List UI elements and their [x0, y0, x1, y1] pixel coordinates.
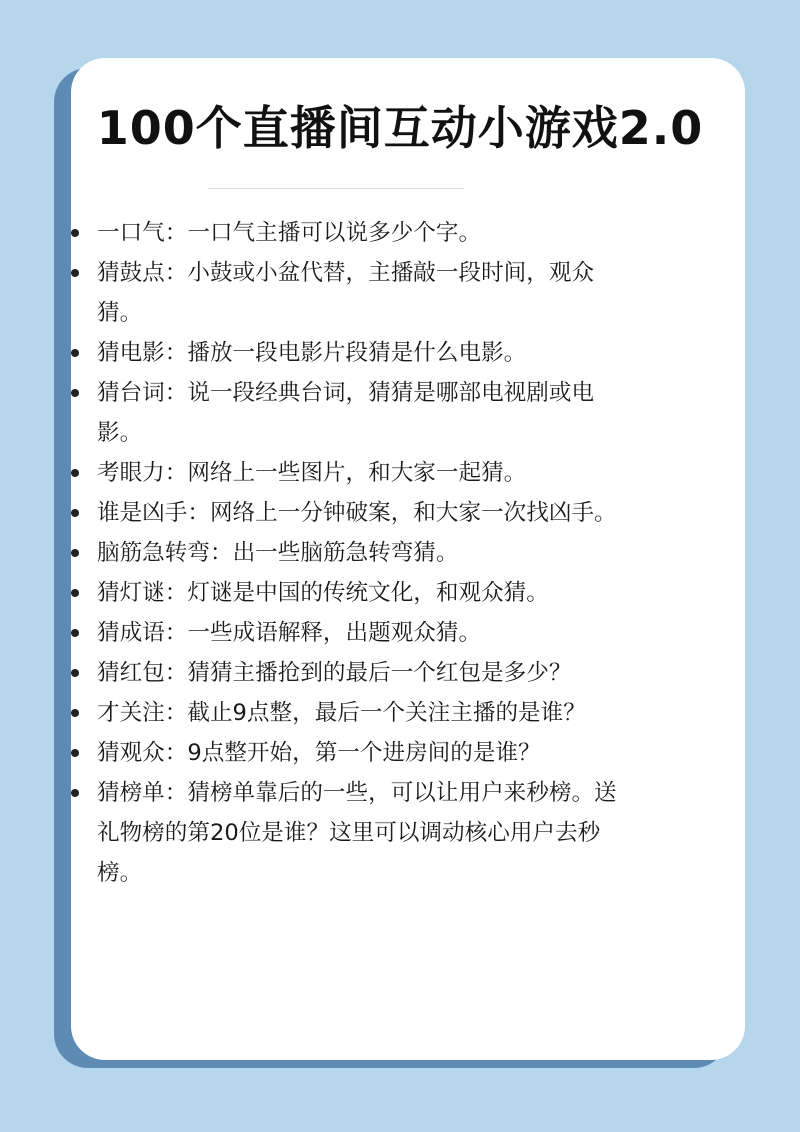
bullet-icon	[71, 469, 79, 477]
item-term: 一口气：	[97, 220, 188, 246]
item-desc: 猜猜主播抢到的最后一个红包是多少？	[187, 660, 572, 686]
item-desc: 网络上一分钟破案，和大家一次找凶手。	[209, 500, 617, 526]
page-title: 100个直播间互动小游戏2.0	[96, 101, 704, 155]
item-term: 猜电影：	[97, 340, 188, 366]
list-item	[97, 213, 627, 253]
item-term: 才关注：	[97, 700, 188, 726]
item-desc: 灯谜是中国的传统文化，和观众猜。	[187, 580, 549, 606]
item-desc: 出一些脑筋急转弯猜。	[232, 540, 459, 566]
item-term: 脑筋急转弯：	[97, 540, 233, 566]
title-divider	[208, 188, 464, 189]
item-term: 猜榜单：	[97, 780, 188, 806]
bullet-icon	[71, 709, 79, 717]
item-desc: 一口气主播可以说多少个字。	[187, 220, 482, 246]
bullet-icon	[71, 349, 79, 357]
list-item	[97, 333, 627, 373]
bullet-icon	[71, 589, 79, 597]
item-term: 谁是凶手：	[97, 500, 210, 526]
item-term: 猜成语：	[97, 620, 188, 646]
list-item	[97, 613, 627, 653]
item-term: 猜台词：	[97, 380, 188, 406]
list-item	[97, 373, 627, 453]
list-item	[97, 733, 627, 773]
list-item	[97, 453, 627, 493]
item-term: 考眼力：	[97, 460, 188, 486]
bullet-icon	[71, 389, 79, 397]
item-term: 猜灯谜：	[97, 580, 188, 606]
bullet-icon	[71, 789, 79, 797]
item-desc: 播放一段电影片段猜是什么电影。	[187, 340, 527, 366]
bullet-icon	[71, 549, 79, 557]
bullet-icon	[71, 749, 79, 757]
list-item	[97, 533, 627, 573]
item-desc: 一些成语解释，出题观众猜。	[187, 620, 482, 646]
game-list	[97, 213, 627, 893]
bullet-icon	[71, 269, 79, 277]
list-item	[97, 253, 627, 333]
list-item	[97, 693, 627, 733]
item-desc: 9点整开始，第一个进房间的是谁？	[187, 740, 541, 766]
list-item	[97, 773, 627, 893]
list-item	[97, 573, 627, 613]
item-desc: 小鼓或小盆代替，主播敲一段时间，观众猜。	[97, 260, 595, 326]
item-desc: 说一段经典台词，猜猜是哪部电视剧或电影。	[97, 380, 595, 446]
item-desc: 网络上一些图片，和大家一起猜。	[187, 460, 527, 486]
item-desc: 猜榜单靠后的一些，可以让用户来秒榜。送礼物榜的第20位是谁？这里可以调动核心用户去秒榜。	[97, 780, 617, 886]
item-term: 猜鼓点：	[97, 260, 188, 286]
bullet-icon	[71, 509, 79, 517]
item-term: 猜观众：	[97, 740, 188, 766]
bullet-icon	[71, 229, 79, 237]
item-term: 猜红包：	[97, 660, 188, 686]
bullet-icon	[71, 629, 79, 637]
bullet-icon	[71, 669, 79, 677]
item-desc: 截止9点整，最后一个关注主播的是谁？	[187, 700, 586, 726]
list-item	[97, 493, 627, 533]
list-item	[97, 653, 627, 693]
